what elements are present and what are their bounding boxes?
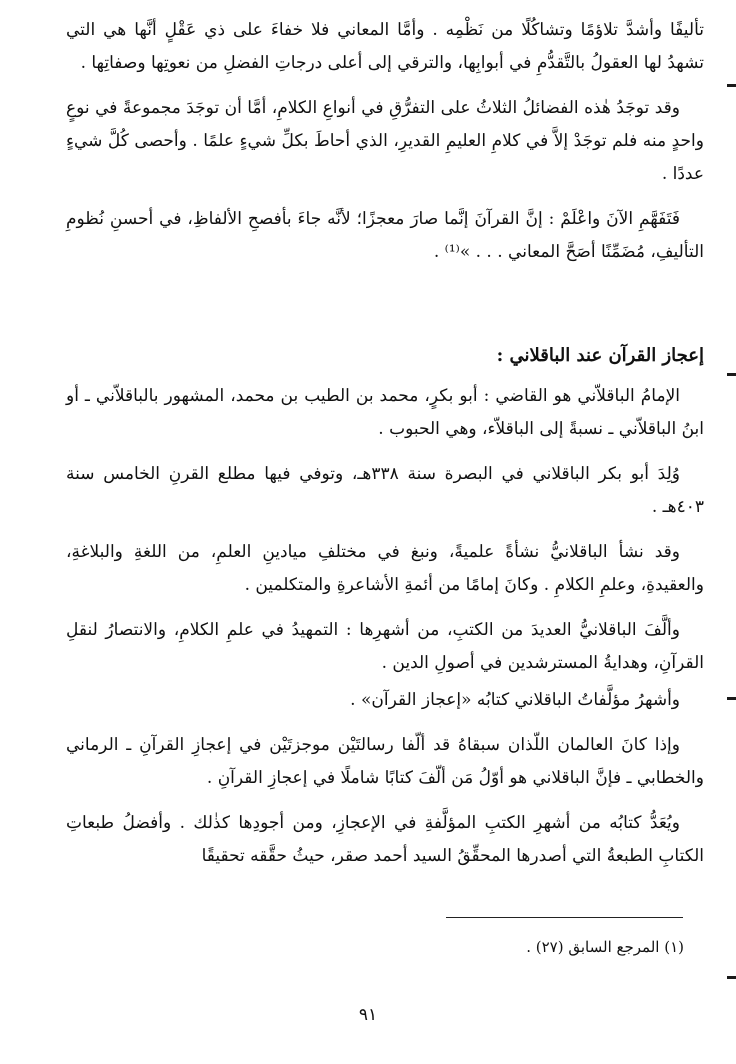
- edge-mark: [727, 84, 736, 87]
- edge-mark: [727, 373, 736, 376]
- intro-text: [66, 14, 704, 269]
- paragraph-5: وُلِدَ أبو بكر الباقلاني في البصرة سنة ٣٣٨هـ، وتوفي فيها مطلع القرنِ الخامس سنة ٤٠٣هـ .: [66, 464, 704, 517]
- footnote: (١) المرجع السابق (٢٧) .: [526, 938, 684, 956]
- page-number: ٩١: [358, 1005, 378, 1025]
- footnote-separator: [446, 917, 683, 918]
- paragraph-3: فَتَفَهَّمِ الآنَ واعْلَمْ : إنَّ القرآنَ إنَّما صارَ معجزًا؛ لأنَّه جاءَ بأفصحِ الألفاظِ، في أحسنِ نُظومِ التأليفِ، مُضَمِّنًا أصَحَّ المعاني . . . »⁽¹⁾ .: [66, 209, 704, 262]
- paragraph-2: وقد توجَدُ هٰذه الفضائلُ الثلاثُ على التفرُّقِ في أنواعِ الكلامِ، أمَّا أن توجَدَ مجموعةً في نوعٍ واحدٍ منه فلم توجَدْ إلاَّ في كلامِ العليمِ القديرِ، الذي أحاطَ بكلِّ شيءٍ علمًا . وأحصى كُلَّ شيءٍ عددًا .: [66, 98, 704, 184]
- paragraph-4: الإمامُ الباقلاّني هو القاضي : أبو بكرٍ، محمد بن الطيب بن محمد، المشهور بالباقلاّني ـ أو ابنُ الباقلاّني ـ نسبةً إلى الباقلاّء، وهي الحبوب .: [66, 386, 704, 439]
- edge-mark: [727, 697, 736, 700]
- section-text: [66, 380, 704, 873]
- paragraph-7: وألَّفَ الباقلانيُّ العديدَ من الكتبِ، من أشهرِها : التمهيدُ في علمِ الكلامِ، والانتصارُ لنقلِ القرآنِ، وهدايةُ المسترشدين في أصولِ الدين .: [66, 620, 704, 673]
- paragraph-1: تأليفًا وأشدَّ تلاؤمًا وتشاكُلًا من نَظْمِه . وأمَّا المعاني فلا خفاءَ على ذي عَقْلٍ أنَّها هي التي تشهدُ لها العقولُ بالتَّقدُّمِ في أبوابِها، والترقي إلى أعلى درجاتِ الفضلِ من نعوتِها وصفاتِها .: [66, 20, 704, 73]
- edge-mark: [727, 976, 736, 979]
- paragraph-9: وإذا كانَ العالمان اللّذان سبقاهُ قد ألّفا رسالتَيْن موجزتَيْن في إعجازِ القرآنِ ـ الرماني والخطابي ـ فإنَّ الباقلاني هو أوّلُ مَن ألّفَ كتابًا شاملًا في إعجازِ القرآنِ .: [66, 735, 704, 788]
- paragraph-8: وأشهرُ مؤلَّفاتُ الباقلاني كتابُه «إعجاز القرآن» .: [350, 690, 680, 710]
- paragraph-6: وقد نشأ الباقلانيُّ نشأةً علميةً، ونبغ في مختلفِ ميادينِ العلمِ، من اللغةِ والبلاغةِ، والعقيدةِ، وعلمِ الكلامِ . وكانَ إمامًا من أئمةِ الأشاعرةِ والمتكلمين .: [66, 542, 704, 595]
- section-heading: إعجاز القرآن عند الباقلاني :: [496, 345, 704, 366]
- paragraph-10: ويُعَدُّ كتابُه من أشهرِ الكتبِ المؤلَّفةِ في الإعجازِ، ومن أجودِها كذٰلك . وأفضلُ طبعاتِ الكتابِ الطبعةُ التي أصدرها المحقِّقُ السيد أحمد صقر، حيثُ حقَّقه تحقيقًا: [66, 813, 704, 866]
